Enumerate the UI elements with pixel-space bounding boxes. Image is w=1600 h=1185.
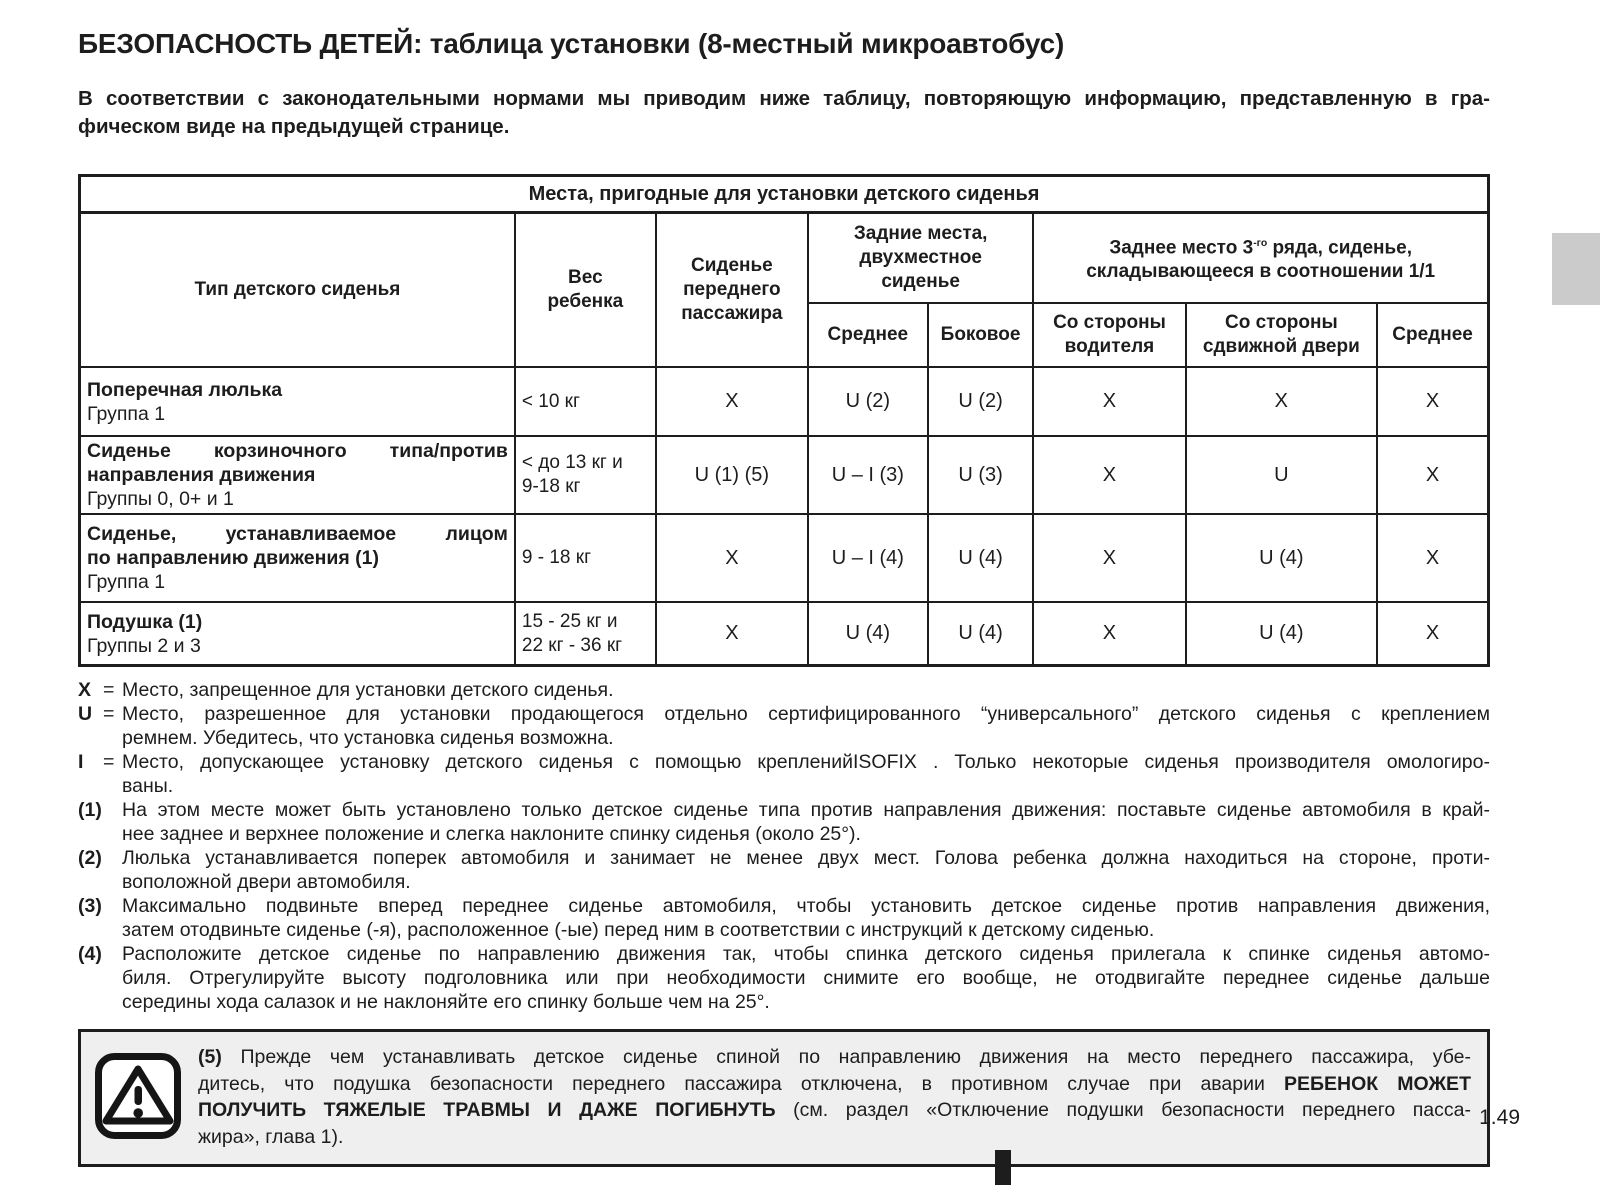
legend — [78, 678, 1490, 1014]
availability-cell: U (4) — [928, 514, 1034, 602]
superscript: -го — [1253, 237, 1268, 249]
seat-group-line: Группы 0, 0+ и 1 — [87, 488, 234, 510]
page-title: БЕЗОПАСНОСТЬ ДЕТЕЙ: таблица установки (8-местный микроавтобус) — [78, 28, 1065, 59]
footnote — [78, 942, 1490, 1014]
footnote-equals: = — [103, 679, 115, 701]
header-third-row-group: Заднее место $3^{-го}$ ряда, сиденье, складывающееся в соотношении 1/1 — [1033, 213, 1488, 304]
footnote-equals: = — [103, 703, 115, 725]
seat-type-line: направления движения — [87, 464, 316, 486]
page-number: 1.49 — [1479, 1106, 1520, 1129]
availability-cell: X — [1033, 602, 1185, 666]
footnote — [78, 750, 1490, 798]
availability-cell: U (4) — [1186, 514, 1378, 602]
seat-type-line: Поперечная люлька — [87, 378, 283, 401]
header-seat-type: Тип детского сиденья — [80, 213, 515, 368]
availability-cell: U – I (4) — [808, 514, 928, 602]
footnote-equals: = — [103, 751, 115, 773]
header-rear-two-seater: Задние места, двухместное сиденье — [808, 213, 1033, 304]
installation-table — [78, 174, 1490, 667]
warning-line: дитесь, что подушка безопасности переднего пассажира отключена, в противном случае при аварии РЕБЕНОК МОЖЕТ — [198, 1072, 1471, 1095]
footnote-line: ваны. — [122, 775, 174, 797]
footnote — [78, 798, 1490, 846]
footnote-label: (4) — [78, 943, 102, 965]
subcol-rear-middle: Среднее — [808, 303, 928, 367]
availability-cell: U (3) — [928, 436, 1034, 514]
footnote-label: U — [78, 703, 93, 725]
warning-box — [78, 1029, 1490, 1167]
availability-cell: X — [656, 514, 808, 602]
weight-cell: < 10 кг — [515, 367, 656, 436]
footnote — [78, 894, 1490, 942]
availability-cell: X — [1033, 436, 1185, 514]
availability-cell: U – I (3) — [808, 436, 928, 514]
seat-type-cell — [80, 436, 515, 514]
header-front-passenger-seat: Сиденье переднего пассажира — [656, 213, 808, 368]
weight-cell: < до 13 кг и 9-18 кг — [515, 436, 656, 514]
intro-paragraph — [78, 85, 1490, 140]
availability-cell: X — [1033, 367, 1185, 436]
subcol-third-middle: Среднее — [1377, 303, 1488, 367]
table-row — [80, 514, 1489, 602]
availability-cell: X — [1033, 514, 1185, 602]
seat-type-cell — [80, 602, 515, 666]
availability-cell: U (4) — [928, 602, 1034, 666]
footnote-line: нее заднее и верхнее положение и слегка наклоните спинку сиденья (около 25°). — [122, 823, 861, 845]
availability-cell: U (4) — [808, 602, 928, 666]
availability-cell: U (4) — [1186, 602, 1378, 666]
manual-page — [78, 0, 1490, 1167]
table-row — [80, 436, 1489, 514]
availability-cell: X — [1377, 602, 1488, 666]
footnote-line: Место, разрешенное для установки продающегося отдельно сертифицированного “универсального” детского сиденья с креплением — [122, 703, 1490, 725]
warning-triangle-icon — [94, 1052, 182, 1145]
header-child-weight: Вес ребенка — [515, 213, 656, 368]
intro-line: фическом виде на предыдущей странице. — [78, 114, 510, 138]
footnote-line: затем отодвиньте сиденье (-я), расположенное (-ые) перед ним в соответствии с инструкций к детскому сиденью. — [122, 919, 1155, 941]
footnote-line: ремнем. Убедитесь, что установка сиденья возможна. — [122, 727, 614, 749]
footnote-line: Место, допускающее установку детского сиденья с помощью крепленийISOFIX . Только некоторые сиденья производителя омологиро- — [122, 751, 1490, 773]
weight-cell: 15 - 25 кг и 22 кг - 36 кг — [515, 602, 656, 666]
seat-group-line: Группа 1 — [87, 571, 166, 593]
subcol-sliding-door-side: Со стороны сдвижной двери — [1186, 303, 1378, 367]
group-header-row — [80, 213, 1489, 304]
seat-type-line: Подушка (1) — [87, 610, 203, 633]
footnote-line: Люлька устанавливается поперек автомобиля и занимает не менее двух мест. Голова ребенка должна находиться на стороне, проти- — [122, 847, 1490, 869]
side-tab — [1552, 233, 1600, 305]
availability-cell: X — [1377, 514, 1488, 602]
subcol-rear-side: Боковое — [928, 303, 1034, 367]
weight-cell: 9 - 18 кг — [515, 514, 656, 602]
availability-cell: X — [656, 367, 808, 436]
warning-line: (5) Прежде чем устанавливать детское сиденье спиной по направлению движения на место переднего пассажира, убе- — [198, 1046, 1471, 1068]
footnote-label: (2) — [78, 847, 102, 869]
footnote-label: X — [78, 679, 92, 701]
seat-type-line: по направлению движения (1) — [87, 547, 379, 569]
availability-cell: U (2) — [928, 367, 1034, 436]
seat-type-cell — [80, 514, 515, 602]
table-row — [80, 367, 1489, 436]
bottom-marker — [995, 1150, 1011, 1185]
seat-type-line: Сиденье корзиночного типа/против — [87, 440, 508, 462]
footnote — [78, 678, 1490, 702]
footnote-line: Расположите детское сиденье по направлению движения так, чтобы спинка детского сиденья прилегала к спинке сиденья автомо- — [122, 943, 1490, 965]
footnote-line: Максимально подвиньте вперед переднее сиденье автомобиля, чтобы установить детское сиденье против направления движения, — [122, 895, 1490, 917]
seat-type-cell — [80, 367, 515, 436]
warning-line: жира», глава 1). — [198, 1125, 344, 1148]
availability-cell: X — [1377, 367, 1488, 436]
table-body — [80, 367, 1489, 666]
seat-group-line: Группы 2 и 3 — [87, 634, 201, 657]
footnote-line: воположной двери автомобиля. — [122, 871, 411, 893]
availability-cell: X — [656, 602, 808, 666]
seat-group-line: Группа 1 — [87, 402, 166, 425]
warning-text — [198, 1044, 1471, 1150]
footnote-label: I — [78, 751, 84, 773]
availability-cell: U — [1186, 436, 1378, 514]
intro-line: В соответствии с законодательными нормами мы приводим ниже таблицу, повторяющую информацию, представленную в гра- — [78, 87, 1490, 110]
footnote-label: (3) — [78, 895, 102, 917]
footnote-line: биля. Отрегулируйте высоту подголовника или при необходимости снимите его вообще, не отодвигайте переднее сиденье дальше — [122, 967, 1490, 989]
footnote-line: середины хода салазок и не наклоняйте его спинку больше чем на 25°. — [122, 991, 770, 1013]
availability-cell: U (2) — [808, 367, 928, 436]
table-title: Места, пригодные для установки детского сиденья — [80, 176, 1489, 213]
table-title-row — [80, 176, 1489, 213]
availability-cell: X — [1377, 436, 1488, 514]
footnote-line: Место, запрещенное для установки детского сиденья. — [122, 679, 614, 701]
footnote-label: (1) — [78, 799, 102, 821]
availability-cell: U (1) (5) — [656, 436, 808, 514]
footnote-line: На этом месте может быть установлено только детское сиденье типа против направления движения: поставьте сиденье автомобиля в край- — [122, 799, 1490, 821]
warning-line: ПОЛУЧИТЬ ТЯЖЕЛЫЕ ТРАВМЫ И ДАЖЕ ПОГИБНУТЬ (см. раздел «Отключение подушки безопасности переднего пасса- — [198, 1099, 1471, 1121]
seat-type-line: Сиденье, устанавливаемое лицом — [87, 523, 508, 545]
footnote — [78, 846, 1490, 894]
footnote — [78, 702, 1490, 750]
availability-cell: X — [1186, 367, 1378, 436]
table-row — [80, 602, 1489, 666]
subcol-driver-side: Со стороны водителя — [1033, 303, 1185, 367]
